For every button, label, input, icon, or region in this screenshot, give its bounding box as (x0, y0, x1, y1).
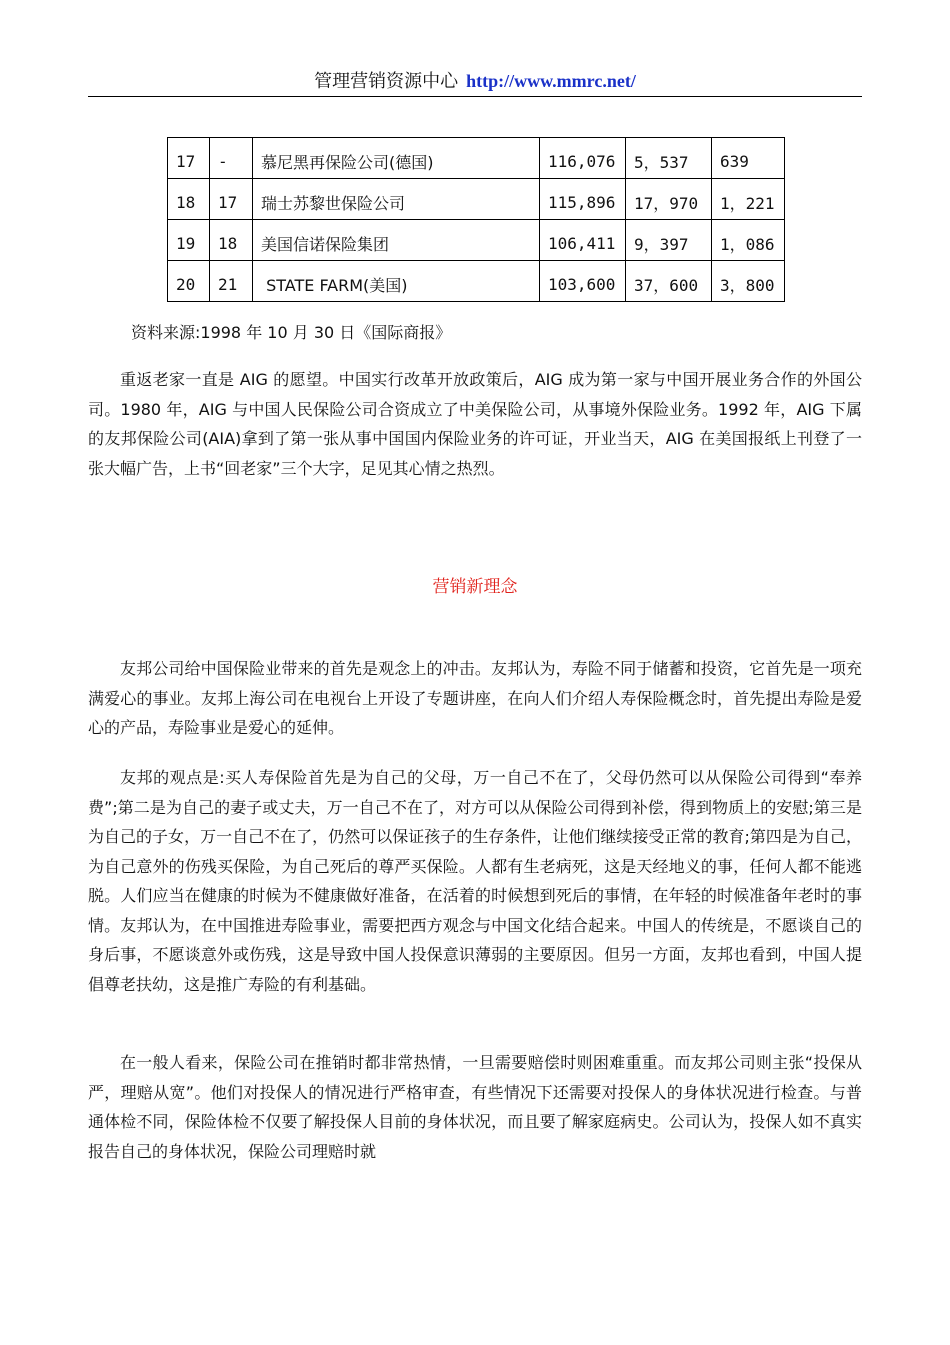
company-cell: 瑞士苏黎世保险公司 (253, 179, 540, 220)
value-cell: 106,411 (540, 220, 626, 261)
value-cell: 17，970 (626, 179, 712, 220)
value-cell: 5，537 (626, 138, 712, 179)
paragraph-aig-return: 重返老家一直是 AIG 的愿望。中国实行改革开放政策后，AIG 成为第一家与中国开展业务合作的外国公司。1980 年，AIG 与中国人民保险公司合资成立了中美保险公司，从事境外保险业务。1992 年，AIG 下属的友邦保险公司(AIA)拿到了第一张从事中国国内保险业务的许可证，开业当天，AIG 在美国报纸上刊登了一张大幅广告，上书“回老家”三个大字，足见其心情之热烈。 (88, 370, 862, 478)
paragraph-concept-impact: 友邦公司给中国保险业带来的首先是观念上的冲击。友邦认为，寿险不同于储蓄和投资，它首先是一项充满爱心的事业。友邦上海公司在电视台上开设了专题讲座，在向人们介绍人寿保险概念时，首先提出寿险是爱心的产品，寿险事业是爱心的延伸。 (88, 659, 862, 737)
rank-cell: 17 (168, 138, 210, 179)
site-url-link[interactable]: http://www.mmrc.net/ (466, 71, 636, 91)
value-cell: 37，600 (626, 261, 712, 302)
insurer-ranking-table (167, 137, 785, 302)
table-row (168, 220, 785, 261)
section-title: 营销新理念 (432, 577, 518, 597)
company-cell: 慕尼黑再保险公司(德国) (253, 138, 540, 179)
value-cell: 9，397 (626, 220, 712, 261)
prev-rank-cell: - (210, 138, 253, 179)
value-cell: 115,896 (540, 179, 626, 220)
table-row (168, 179, 785, 220)
value-cell: 103,600 (540, 261, 626, 302)
table-row (168, 138, 785, 179)
company-cell: 美国信诺保险集团 (253, 220, 540, 261)
value-cell: 1，086 (712, 220, 785, 261)
paragraph-aia-viewpoint: 友邦的观点是:买人寿保险首先是为自己的父母，万一自己不在了，父母仍然可以从保险公司得到“奉养费”;第二是为自己的妻子或丈夫，万一自己不在了，对方可以从保险公司得到补偿，得到物质上的安慰;第三是为自己的子女，万一自己不在了，仍然可以保证孩子的生存条件，让他们继续接受正常的教育;第四是为自己，为自己意外的伤残买保险，为自己死后的尊严买保险。人都有生老病死，这是天经地义的事，任何人都不能逃脱。人们应当在健康的时候为不健康做好准备，在活着的时候想到死后的事情，在年轻的时候准备年老时的事情。友邦认为，在中国推进寿险事业，需要把西方观念与中国文化结合起来。中国人的传统是，不愿谈自己的身后事，不愿谈意外或伤残，这是导致中国人投保意识薄弱的主要原因。但另一方面，友邦也看到，中国人提倡尊老扶幼，这是推广寿险的有利基础。 (88, 768, 862, 994)
prev-rank-cell: 18 (210, 220, 253, 261)
header-divider (88, 96, 862, 97)
paragraph-underwriting: 在一般人看来，保险公司在推销时都非常热情，一旦需要赔偿时则困难重重。而友邦公司则主张“投保从严，理赔从宽”。他们对投保人的情况进行严格审查，有些情况下还需要对投保人的身体状况进行检查。与普通体检不同，保险体检不仅要了解投保人目前的身体状况，而且要了解家庭病史。公司认为，投保人如不真实报告自己的身体状况，保险公司理赔时就 (88, 1053, 862, 1161)
rank-cell: 19 (168, 220, 210, 261)
company-cell: STATE FARM(美国) (253, 261, 540, 302)
site-name: 管理营销资源中心 (314, 71, 459, 92)
value-cell: 3，800 (712, 261, 785, 302)
value-cell: 639 (712, 138, 785, 179)
page-header (88, 66, 862, 96)
source-citation: 资料来源:1998 年 10 月 30 日《国际商报》 (131, 323, 452, 342)
value-cell: 116,076 (540, 138, 626, 179)
value-cell: 1，221 (712, 179, 785, 220)
table-row (168, 261, 785, 302)
prev-rank-cell: 21 (210, 261, 253, 302)
prev-rank-cell: 17 (210, 179, 253, 220)
rank-cell: 18 (168, 179, 210, 220)
rank-cell: 20 (168, 261, 210, 302)
